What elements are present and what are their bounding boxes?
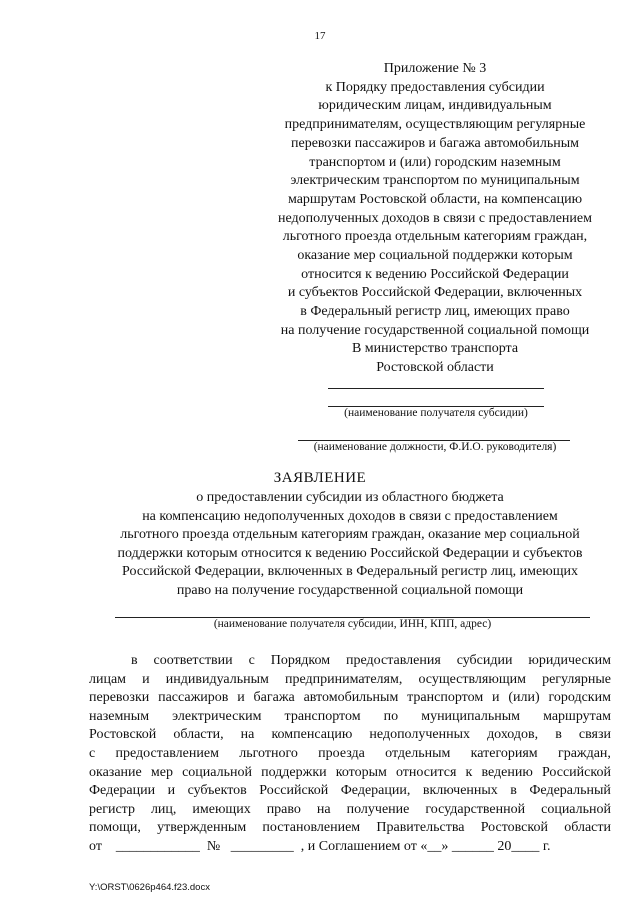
body-line — [89, 671, 611, 690]
body-word: категориям — [470, 745, 538, 761]
addressee-line-1: В министерство транспорта — [351, 341, 519, 356]
body-word: предпринимателям, — [284, 671, 403, 687]
body-word: помощи, — [89, 820, 141, 836]
appendix-line: Приложение № 3 — [383, 61, 487, 76]
body-word: Правительства — [376, 820, 465, 836]
body-word: включенных — [422, 783, 498, 799]
body-word: Ростовской — [480, 820, 548, 836]
body-word: предоставлением — [115, 745, 219, 761]
recipient-caption: (наименование получателя субсидии) — [344, 407, 528, 419]
body-word: транспортом — [284, 708, 361, 724]
body-word: на — [240, 727, 255, 743]
body-word: городским — [548, 690, 611, 706]
body-word: субъектов — [187, 783, 247, 799]
applicant-caption: (наименование получателя субсидии, ИНН, КПП, адрес) — [213, 618, 492, 630]
body-word: льготного — [239, 745, 298, 761]
statement-title: ЗАЯВЛЕНИЕ — [273, 470, 367, 486]
page-number: 17 — [314, 30, 326, 42]
appendix-line: маршрутам Ростовской области, на компенсацию — [287, 191, 583, 207]
body-word: и — [492, 690, 500, 706]
body-word: транспортом — [407, 690, 484, 706]
body-word: Федерации, — [340, 783, 411, 799]
addressee-line-2: Ростовской области — [376, 359, 494, 375]
body-word: на — [316, 801, 331, 817]
body-word: лиц, — [150, 801, 177, 817]
body-word: компенсацию — [271, 727, 353, 743]
appendix-line: электрическим транспортом по муниципальным — [290, 173, 580, 189]
subject-line: о предоставлении субсидии из областного бюджета — [196, 490, 504, 505]
body-word: субсидии — [456, 653, 513, 668]
body-word: доходов, — [487, 727, 539, 743]
body-word: муниципальным — [421, 708, 520, 724]
statement-subject — [100, 489, 600, 600]
body-word: по — [383, 708, 399, 724]
body-word: пассажиров — [158, 690, 229, 706]
body-word: области — [564, 820, 611, 836]
body-last-line: от ____________ № _________ , и Соглашением от «__» ______ 20____ г. — [89, 838, 551, 854]
body-paragraph — [89, 652, 611, 857]
body-word: граждан, — [557, 745, 611, 761]
subject-line: поддержки которым относится к ведению Российской Федерации и субъектов — [117, 545, 583, 561]
body-line — [89, 764, 611, 783]
body-word: ведению — [481, 764, 533, 780]
body-word: проезда — [318, 745, 365, 761]
body-word: багажа — [253, 690, 295, 706]
addressee-block — [250, 340, 620, 377]
body-word: в — [131, 653, 138, 668]
body-word: поддержки — [261, 764, 327, 780]
body-word: с — [89, 745, 96, 761]
body-word: предоставления — [346, 653, 441, 668]
body-line — [89, 819, 611, 838]
body-word: социальной — [182, 764, 252, 780]
body-word: и — [142, 671, 150, 687]
body-line — [89, 782, 611, 801]
body-word: имеющих — [192, 801, 251, 817]
body-word: право — [266, 801, 301, 817]
body-word: юридическим — [528, 653, 611, 668]
body-word: электрическим — [172, 708, 262, 724]
body-word: Российской — [259, 783, 329, 799]
body-line — [89, 801, 611, 820]
appendix-line: оказание мер социальной поддержки которым — [297, 248, 573, 264]
appendix-line: предпринимателям, осуществляющим регулярные — [284, 117, 586, 133]
body-word: соответствии — [153, 653, 233, 668]
body-word: отдельным — [385, 745, 451, 761]
body-line — [89, 689, 611, 708]
body-word: наземным — [89, 708, 150, 724]
body-word: относится — [395, 764, 457, 780]
body-word: осуществляющим — [418, 671, 526, 687]
subject-line: льготного проезда отдельным категориям граждан, оказание мер социальной — [120, 527, 580, 542]
appendix-line: на получение государственной социальной помощи — [280, 322, 590, 338]
body-word: оказание — [89, 764, 142, 780]
body-word: регулярные — [542, 671, 611, 687]
body-word: в — [555, 727, 562, 743]
body-word: Федеральный — [529, 783, 611, 799]
appendix-line: в Федеральный регистр лиц, имеющих право — [300, 304, 570, 320]
body-word: индивидуальным — [165, 671, 269, 687]
subject-line: Российской Федерации, включенных в Федеральный регистр лиц, имеющих — [122, 564, 578, 579]
body-word: которым — [335, 764, 387, 780]
body-line — [89, 708, 611, 727]
blank-line-1 — [328, 388, 544, 389]
body-word: недополученных — [369, 727, 471, 743]
body-word: государственной — [425, 801, 526, 817]
body-word: автомобильным — [303, 690, 399, 706]
body-word: связи — [578, 727, 611, 743]
body-word: и — [237, 690, 245, 706]
body-word: Федерации — [89, 783, 156, 799]
appendix-line: недополученных доходов в связи с предоставлением — [278, 210, 592, 226]
appendix-line: транспортом и (или) городским наземным — [309, 154, 561, 170]
body-word: утвержденным — [157, 820, 247, 836]
body-word: с — [248, 653, 255, 668]
body-word: области, — [173, 727, 224, 743]
body-word: (или) — [508, 690, 540, 706]
body-word: лицам — [89, 671, 127, 687]
appendix-line: юридическим лицам, индивидуальным — [318, 98, 552, 114]
appendix-line: льготного проезда отдельным категориям граждан, — [282, 229, 588, 245]
body-word: Ростовской — [89, 727, 157, 743]
body-word: получение — [346, 801, 410, 817]
body-word: и — [167, 783, 176, 799]
body-word: постановлением — [262, 820, 361, 836]
appendix-line: к Порядку предоставления субсидии — [325, 79, 545, 95]
appendix-header — [250, 60, 620, 341]
head-caption: (наименование должности, Ф.И.О. руководителя) — [313, 441, 557, 453]
body-word: Порядком — [270, 653, 331, 668]
subject-line: право на получение государственной социальной помощи — [176, 582, 524, 598]
body-line — [89, 652, 611, 671]
body-word: к — [465, 764, 473, 780]
appendix-line: и субъектов Российской Федерации, включенных — [287, 285, 583, 301]
body-line — [89, 726, 611, 745]
appendix-line: перевозки пассажиров и багажа автомобильным — [291, 135, 579, 151]
subject-line: на компенсацию недополученных доходов в связи с предоставлением — [142, 508, 558, 524]
body-word: маршрутам — [543, 708, 611, 724]
body-word: мер — [150, 764, 173, 780]
body-word: регистр — [89, 801, 135, 817]
body-word: в — [510, 783, 517, 799]
body-word: перевозки — [89, 690, 150, 706]
appendix-line: относится к ведению Российской Федерации — [301, 266, 569, 282]
file-path-footer: Y:\ORST\0626p464.f23.docx — [89, 882, 210, 893]
body-line — [89, 745, 611, 764]
body-word: Российской — [541, 764, 611, 780]
body-word: социальной — [541, 801, 611, 817]
